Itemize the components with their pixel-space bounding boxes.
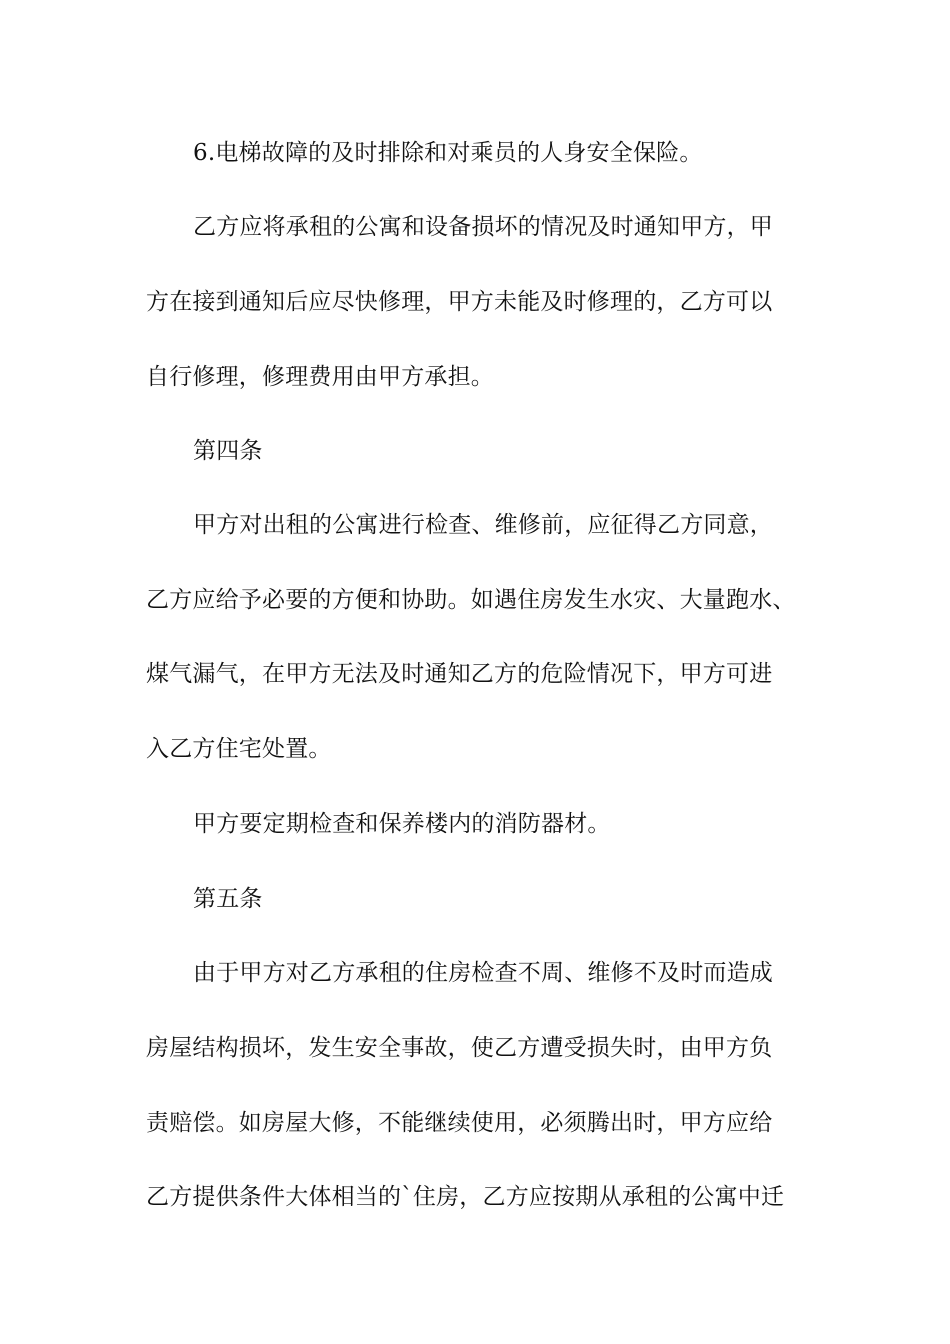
- section-heading: 第五条: [193, 886, 263, 912]
- text-line: 入乙方住宅处置。: [146, 736, 332, 762]
- text-line: 乙方应给予必要的方便和协助。如遇住房发生水灾、大量跑水、: [146, 587, 796, 613]
- text-line: 房屋结构损坏，发生安全事故，使乙方遭受损失时，由甲方负: [146, 1035, 773, 1061]
- text-line: 6.电梯故障的及时排除和对乘员的人身安全保险。: [193, 140, 703, 166]
- text-line: 责赔偿。如房屋大修，不能继续使用，必须腾出时，甲方应给: [146, 1110, 773, 1136]
- text-line: 自行修理，修理费用由甲方承担。: [146, 364, 494, 390]
- text-line: 煤气漏气，在甲方无法及时通知乙方的危险情况下，甲方可进: [146, 661, 773, 687]
- text-line: 方在接到通知后应尽快修理，甲方未能及时修理的，乙方可以: [146, 289, 773, 315]
- text-line: 乙方应将承租的公寓和设备损坏的情况及时通知甲方，甲: [193, 214, 773, 240]
- text-line: 由于甲方对乙方承租的住房检查不周、维修不及时而造成: [193, 960, 773, 986]
- text-line: 甲方对出租的公寓进行检查、维修前，应征得乙方同意，: [193, 512, 773, 538]
- text-line: 乙方提供条件大体相当的`住房，乙方应按期从承租的公寓中迁: [146, 1184, 785, 1210]
- section-heading: 第四条: [193, 438, 263, 464]
- text-line: 甲方要定期检查和保养楼内的消防器材。: [193, 811, 611, 837]
